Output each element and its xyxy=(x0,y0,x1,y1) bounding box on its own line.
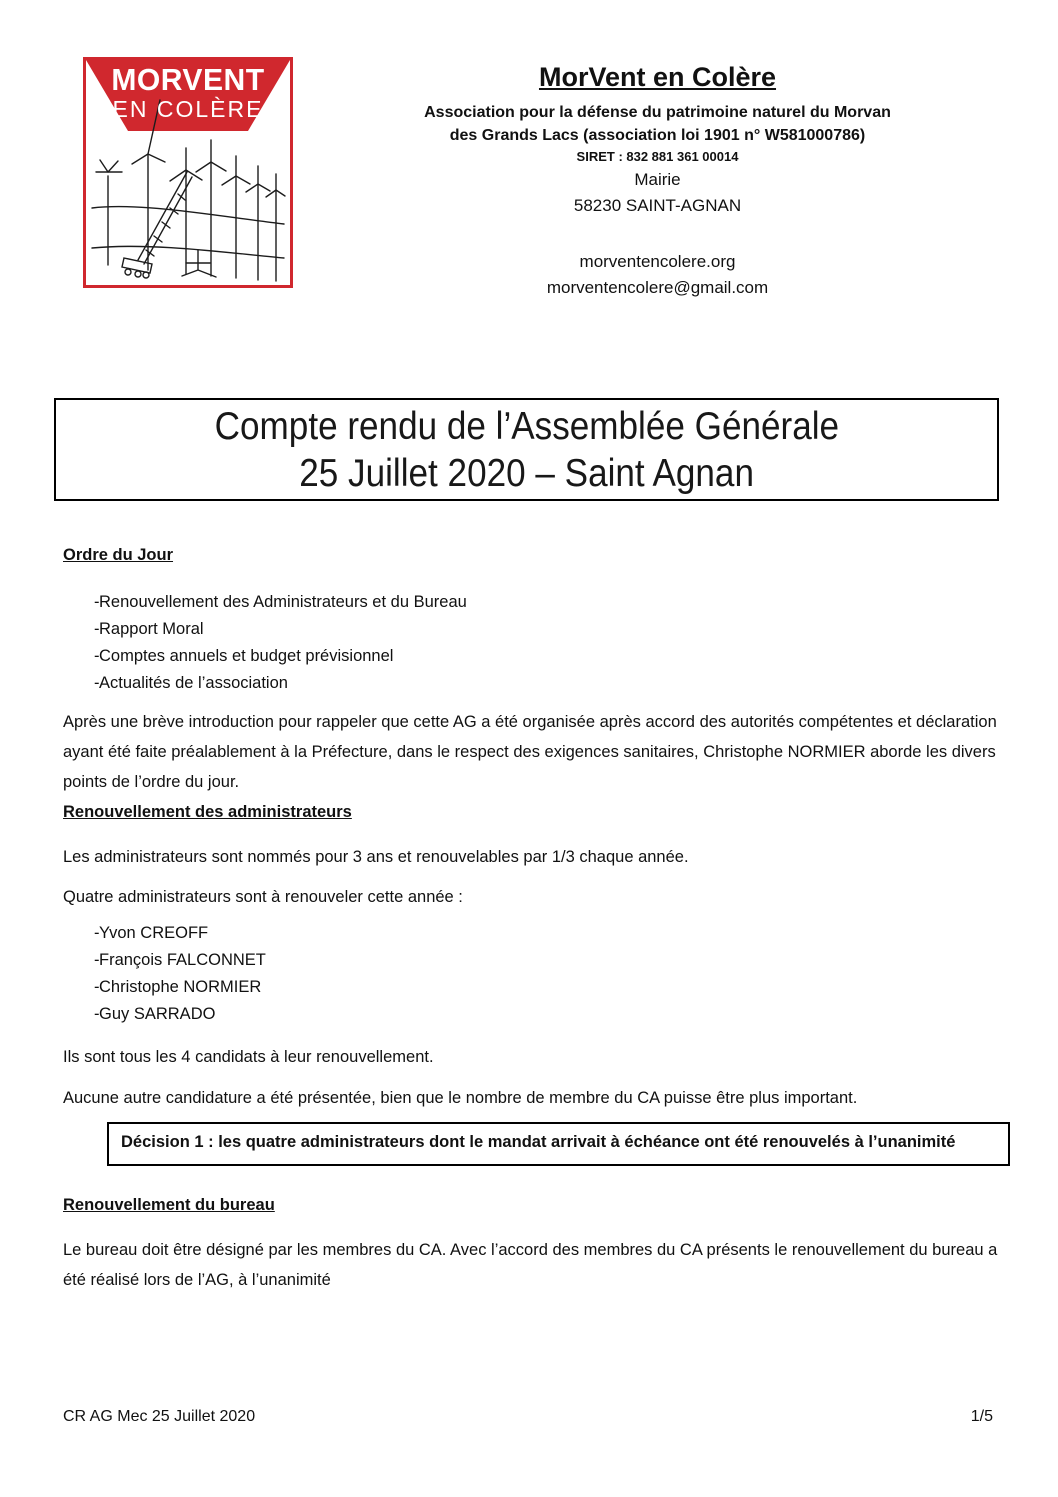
footer-page-number: 1/5 xyxy=(970,1408,993,1425)
logo-name: MORVENT xyxy=(111,62,265,97)
candidates-list xyxy=(63,920,1005,1028)
address-line2: 58230 SAINT-AGNAN xyxy=(573,196,742,215)
agenda-item xyxy=(63,643,1005,670)
document-title-line1: Compte rendu de l’Assemblée Générale xyxy=(214,404,839,448)
address-line1: Mairie xyxy=(634,170,681,189)
agenda-item-label: Comptes annuels et budget prévisionnel xyxy=(99,647,394,665)
bullet-dash: - xyxy=(94,593,100,611)
candidate-name: François FALCONNET xyxy=(99,951,266,969)
bullet-dash: - xyxy=(94,674,100,692)
candidate-name: Christophe NORMIER xyxy=(99,978,262,996)
document-title-box xyxy=(54,398,999,501)
agenda-list xyxy=(63,589,1005,697)
association-logo xyxy=(83,57,293,288)
decision-1-box: Décision 1 : les quatre administrateurs dont le mandat arrivait à échéance ont été renouvelés à l’unanimité xyxy=(107,1122,1010,1166)
agenda-item xyxy=(63,589,1005,616)
bureau-heading: Renouvellement du bureau xyxy=(63,1196,275,1214)
logo-banner-text xyxy=(86,64,290,121)
letterhead xyxy=(340,62,975,301)
agenda-item-label: Renouvellement des Administrateurs et du Bureau xyxy=(99,593,467,611)
agenda-item-label: Rapport Moral xyxy=(99,620,204,638)
association-subtitle-line1: Association pour la défense du patrimoine naturel du Morvan xyxy=(424,104,891,121)
agenda-item xyxy=(63,670,1005,697)
agenda-item-label: Actualités de l’association xyxy=(99,674,288,692)
candidate-name: Guy SARRADO xyxy=(99,1005,216,1023)
bureau-paragraph: Le bureau doit être désigné par les membres du CA. Avec l’accord des membres du CA présents le renouvellement du bureau a été réalisé lors de l’AG, à l’unanimité xyxy=(63,1241,998,1289)
candidate-item xyxy=(63,974,1005,1001)
website-text: morventencolere.org xyxy=(579,252,736,271)
admins-heading: Renouvellement des administrateurs xyxy=(63,803,352,821)
header-spacer xyxy=(340,219,975,249)
no-other-candidates-paragraph: Aucune autre candidature a été présentée, bien que le nombre de membre du CA puisse être plus important. xyxy=(63,1089,858,1107)
admins-terms-paragraph: Les administrateurs sont nommés pour 3 ans et renouvelables par 1/3 chaque année. xyxy=(63,848,689,866)
intro-paragraph: Après une brève introduction pour rappeler que cette AG a été organisée après accord des autorités compétentes et déclaration ayant été faite préalablement à la Préfecture, dans le respect des exigences sanitaires, Christophe NORMIER aborde les divers points de l’ordre du jour. xyxy=(63,713,997,791)
footer-document-reference: CR AG Mec 25 Juillet 2020 xyxy=(63,1408,256,1425)
agenda-item xyxy=(63,616,1005,643)
association-title: MorVent en Colère xyxy=(538,62,777,92)
siret-number: SIRET : 832 881 361 00014 xyxy=(576,149,739,164)
email-text: morventencolere@gmail.com xyxy=(546,278,769,297)
bullet-dash: - xyxy=(94,951,100,969)
candidate-item xyxy=(63,1001,1005,1028)
logo-subname: EN COLÈRE xyxy=(112,96,264,122)
candidate-item xyxy=(63,947,1005,974)
candidates-all-paragraph: Ils sont tous les 4 candidats à leur renouvellement. xyxy=(63,1048,434,1066)
document-title-line2: 25 Juillet 2020 – Saint Agnan xyxy=(299,451,754,495)
candidate-name: Yvon CREOFF xyxy=(99,924,209,942)
bullet-dash: - xyxy=(94,978,100,996)
page-footer xyxy=(63,1406,993,1428)
admins-renew-paragraph: Quatre administrateurs sont à renouveler cette année : xyxy=(63,888,463,906)
bullet-dash: - xyxy=(94,1005,100,1023)
bullet-dash: - xyxy=(94,620,100,638)
bullet-dash: - xyxy=(94,647,100,665)
association-subtitle-line2: des Grands Lacs (association loi 1901 n° W581000786) xyxy=(449,127,866,144)
bullet-dash: - xyxy=(94,924,100,942)
agenda-heading: Ordre du Jour xyxy=(63,546,174,564)
candidate-item xyxy=(63,920,1005,947)
